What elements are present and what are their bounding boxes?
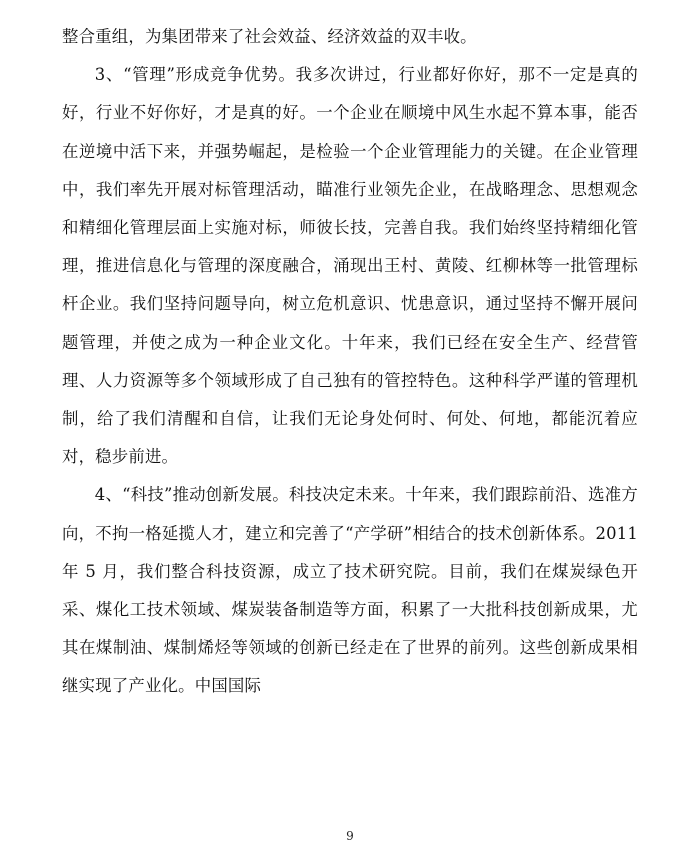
- paragraph-item-4: 4、“科技”推动创新发展。科技决定未来。十年来，我们跟踪前沿、选准方向，不拘一格延揽人才，建立和完善了“产学研”相结合的技术创新体系。2011 年 5 月，我们整合科技资源，成立了技术研究院。目前，我们在煤炭绿色开采、煤化工技术领域、煤炭装备制造等方面，积累了一大批科技创新成果，尤其在煤制油、煤制烯烃等领域的创新已经走在了世界的前列。这些创新成果相继实现了产业化。中国国际: [62, 485, 638, 696]
- document-body: [62, 18, 638, 706]
- paragraph-item-3: 3、“管理”形成竞争优势。我多次讲过，行业都好你好，那不一定是真的好，行业不好你好，才是真的好。一个企业在顺境中风生水起不算本事，能否在逆境中活下来，并强势崛起，是检验一个企业管理能力的关键。在企业管理中，我们率先开展对标管理活动，瞄准行业领先企业，在战略理念、思想观念和精细化管理层面上实施对标，师彼长技，完善自我。我们始终坚持精细化管理，推进信息化与管理的深度融合，涌现出王村、黄陵、红柳林等一批管理标杆企业。我们坚持问题导向，树立危机意识、忧患意识，通过坚持不懈开展问题管理，并使之成为一种企业文化。十年来，我们已经在安全生产、经营管理、人力资源等多个领域形成了自己独有的管控特色。这种科学严谨的管理机制，给了我们清醒和自信，让我们无论身处何时、何处、何地，都能沉着应对，稳步前进。: [62, 65, 638, 467]
- page-number: 9: [346, 829, 354, 843]
- paragraph-continuation: 整合重组，为集团带来了社会效益、经济效益的双丰收。: [62, 27, 477, 46]
